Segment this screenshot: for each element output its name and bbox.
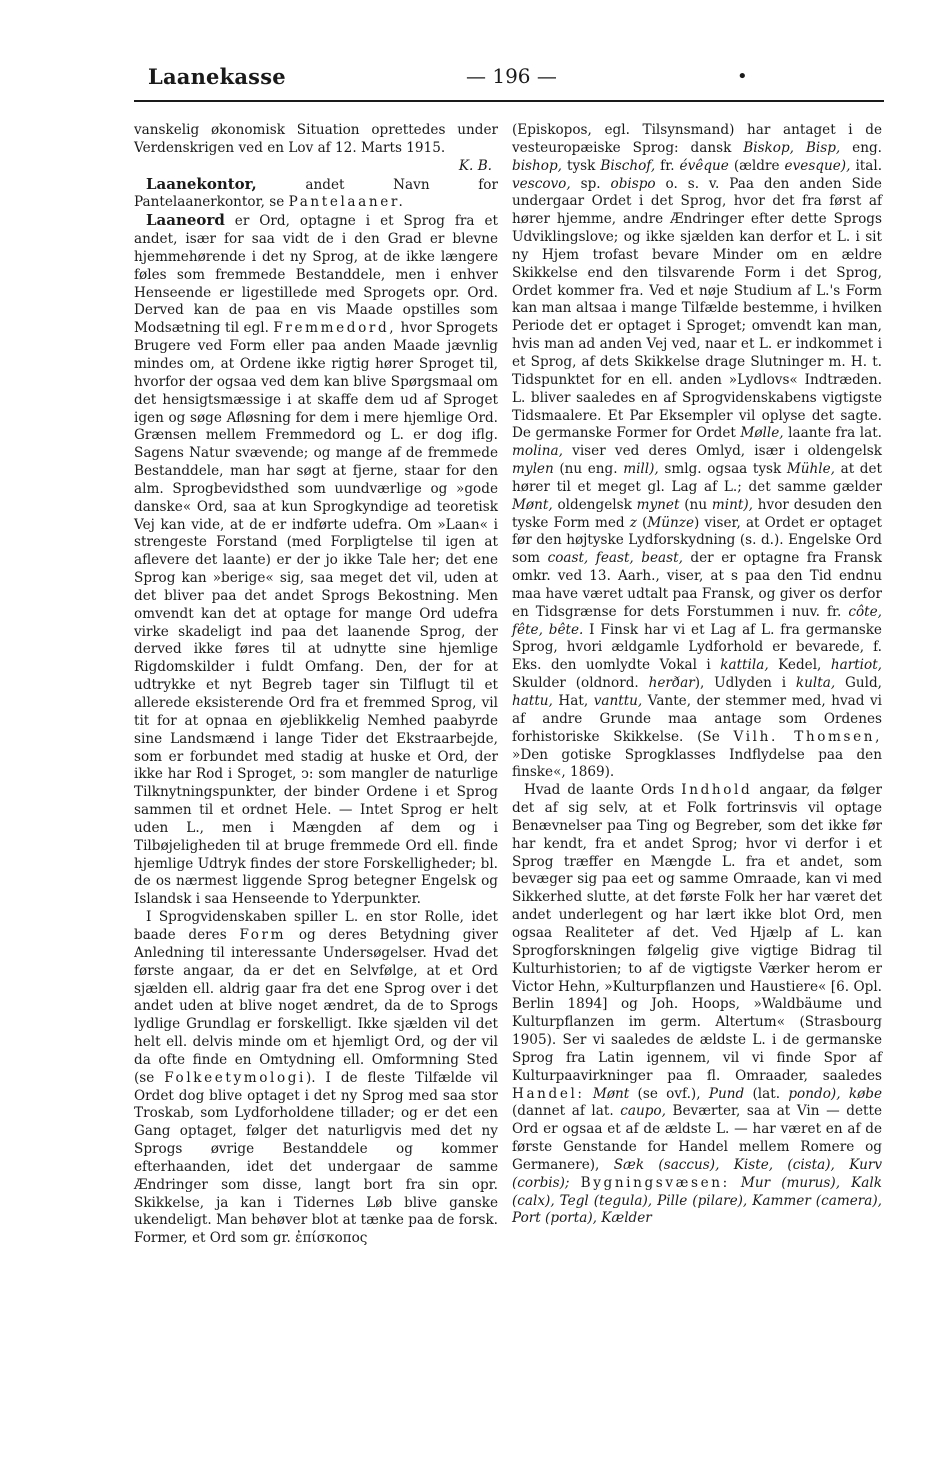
- right-column: [512, 122, 882, 1228]
- left-column: [134, 122, 498, 1248]
- cross-reference: Pantelaaner.: [288, 194, 406, 211]
- spaced-term: Indhold: [681, 782, 753, 799]
- paragraph-continuation: vanskelig økonomisk Situation oprettedes under Verdenskrigen ved en Lov af 12. Marts 1915.: [134, 122, 498, 156]
- paragraph-content: Hvad de laante Ords Indhold angaar, da følger det af sig selv, at et Folk fortrinsvis vil optage Benævnelser paa Ting og Begreber, som det ikke før har kendt, fra et andet Sprog; hvor vi derfor i et Sprog træffer en Mængde L. fra et andet, som bevæger sig paa eet og samme Omraade, kan vi med Sikkerhed slutte, at det første Folk her har været det andet underlegent og har lært ikke blot Ord, men ogsaa Realiteter af det. Ved Hjælp af L. kan Sprogforskningen følgelig give vigtige Bidrag til Kulturhistorien; to af de vigtigste Værker herom er Victor Hehn, »Kulturpflanzen und Haustiere« [6. Opl. Berlin 1894] og Joh. Hoops, »Waldbäume und Kulturpflanzen im germ. Altertum« (Strasbourg 1905). Ser vi saaledes de ældste L. i de germanske Sprog fra Latin igennem, vil vi finde Spor af Kulturpaavirkninger paa fl. Omraader, saaledes Handel: Mønt (se ovf.), Pund (lat. pondo), købe (dannet af lat. caupo, Beværter, saa at Vin — dette Ord er ogsaa et af de ældste L. — har været en af de første Genstande for Handel mellem Romere og Germanere), Sæk (saccus), Kiste, (cista), Kurv (corbis); Bygningsvæsen: Mur (murus), Kalk (calx), Tegl (tegula), Pille (pilare), Kammer (camera), Port (porta), Kælder: [512, 782, 883, 1227]
- running-title: Laanekasse: [148, 64, 286, 89]
- entry-laanekontor: Laanekontor, andet Navn for Pantelaanerkontor, se Pantelaaner.: [134, 174, 498, 211]
- page-number: — 196 —: [466, 64, 557, 88]
- running-header: [0, 58, 928, 98]
- cross-reference: Fremmedord,: [273, 320, 397, 337]
- spaced-term: Handel:: [512, 1085, 585, 1102]
- author-reference: Vilh. Thomsen,: [733, 728, 882, 745]
- paragraph-continuation: (Episkopos, egl. Tilsynsmand) har antaget i de vesteuropæiske Sprog: dansk Biskop, Bisp, eng. bishop, tysk Bischof, fr. évêque (ældre evesque), ital. vescovo, sp. obispo o. s. v. Paa den anden Side undergaar Ordet i det Sprog, hvor det fra først af hører hjemme, andre Ændringer efter dette Sprogs Udviklingslove; og ikke sjælden kan derfor et L. i sit ny Hjem trofast bevare Minder om en ældre Skikkelse end den tilsvarende Form i det Sprog, Ordet kommer fra. Ved et nøje Studium af L.'s Form kan man altsaa i mange Tilfælde bestemme, i hvilken Periode det er optaget i Sproget; omvendt kan man, hvis man ad anden Vej ved, naar et L. er indkommet i et Sprog, af dets Skikkelse drage Slutninger m. H. t. Tidspunktet for en ell. anden »Lydlovs« Indtræden. L. bliver saaledes en af Sprogvidenskabens vigtigste Tidsmaalere. Et Par Eksempler vil oplyse det sagte. De germanske Former for Ordet Mølle, laante fra lat. molina, viser ved deres Omlyd, især i oldengelsk mylen (nu eng. mill), smlg. ogsaa tysk Mühle, at det hører til et meget gl. Lag af L.; det samme gælder Mønt, oldengelsk mynet (nu mint), hvor desuden den tyske Form med z (Münze) viser, at Ordet er optaget før den højtyske Lydforskydning (s. d.). Engelske Ord som coast, feast, beast, der er optagne fra Fransk omkr. ved 13. Aarh., viser, at s paa den Tid endnu maa have været udtalt paa Fransk, og giver os derfor en Tidsgrænse for dets Forstummen i nuv. fr. côte, fête, bête. I Finsk har vi et Lag af L. fra germanske Sprog, hvori ældgamle Lydforhold er bevarede, f. Eks. den uomlydte Vokal i kattila, Kedel, hartiot, Skulder (oldnord. herðar), Udlyden i kulta, Guld, hattu, Hat, vanttu, Vante, der stemmer med, hvad vi af andre Grunde maa antage som Ordenes forhistoriske Skikkelse. (Se Vilh. Thomsen, »Den gotiske Sprogklasses Indflydelse paa den finske«, 1869).: [512, 122, 883, 781]
- header-rule: [134, 100, 884, 102]
- cross-reference: Folkeetymologi: [164, 1069, 306, 1086]
- spaced-term: Bygningsvæsen:: [580, 1174, 730, 1191]
- headword-laanekontor: Laanekontor,: [146, 174, 257, 193]
- header-mark: •: [737, 66, 748, 87]
- headword-laaneord: Laaneord: [146, 211, 225, 230]
- author-signature: K. B.: [458, 157, 492, 174]
- paragraph-form: I Sprogvidenskaben spiller L. en stor Rolle, idet baade deres Form og deres Betydning giver Anledning til interessante Undersøgelser. Hvad det første angaar, da er det en Selvfølge, at et Ord sjælden ell. aldrig gaar fra det ene Sprog over i det andet uden at blive noget ændret, da de to Sprogs lydlige Grundlag er forskelligt. Ikke sjælden vil det helt ell. delvis minde om et hjemligt Ord, og der vil da ofte finde en Omtydning ell. Omformning Sted (se Folkeetymologi). I de fleste Tilfælde vil Ordet dog blive optaget i det ny Sprog med saa stor Troskab, som Lydforholdene tillader; og er det een Gang optaget, følger det naturligvis med det ny Sprogs øvrige Bestanddele og kommer efterhaanden, idet det undergaar de samme Ændringer som disse, langt bort fra sin opr. Skikkelse, ja kan i Tidernes Løb blive ganske ukendeligt. Man behøver blot at tænke paa de forsk. Former, et Ord som gr. ἐπίσκοπος: [134, 909, 498, 1247]
- entry-laaneord: Laaneord er Ord, optagne i et Sprog fra et andet, især for saa vidt de i den Grad er blevne hjemmehørende i det ny Sprog, at de ikke længere føles som fremmede Bestanddele, men i enhver Henseende er ligestillede med Sprogets opr. Ord. Derved kan de paa en vis Maade opstilles som Modsætning til egl. Fremmedord, hvor Sprogets Brugere ved Form eller paa anden Maade jævnlig mindes om, at Ordene ikke rigtig hører Sproget til, hvorfor der ogsaa ved dem kan blive Spørgsmaal om det hensigtsmæssige i at skaffe dem ud af Sproget igen og søge Afløsning for dem i mere hjemlige Ord. Grænsen mellem Fremmedord og L. er dog iflg. Sagens Natur svævende; og mange af de fremmede Bestanddele, man har søgt at fjerne, staar for den alm. Sprogbevidsthed som uundværlige og »gode danske« Ord, saa at kun Sprogkyndige ad teoretisk Vej kan vide, at de er indførte udefra. Om »Laan« i strengeste Forstand (med Forpligtelse til igen at aflevere det laante) er der jo ikke Tale her; det ene Sprog kan »berige« sig, saa meget det vil, uden at det bliver paa det andet Sprogs Bekostning. Men omvendt kan det at optage for mange Ord udefra virke skadeligt ind paa det laanende Sprog, der derved ikke føres til at udnytte sine hjemlige Rigdomskilder i fuldt Omfang. Den, der for at udtrykke et nyt Begreb tager sin Tilflugt til et allerede eksisterende Ord fra et fremmed Sprog, vil tit for at opnaa en øjeblikkelig Nemhed paabyrde sine Landsmænd i lange Tider det Ekstraarbejde, som er forbundet med stadig at huske et Ord, der ikke har Rod i Sproget, ↄ: som mangler de naturlige Tilknytningspunkter, der binder Ordene i et Sprog sammen til et ordnet Hele. — Intet Sprog er helt uden L., men i Mængden af dem og i Tilbøjeligheden til at bruge fremmede Ord ell. finde hjemlige Udtryk findes der store Forskelligheder; bl. de os nærmest liggende Sprog betegner Engelsk og Islandsk i saa Henseende to Yderpunkter.: [134, 211, 498, 908]
- spaced-term: Form: [239, 926, 287, 943]
